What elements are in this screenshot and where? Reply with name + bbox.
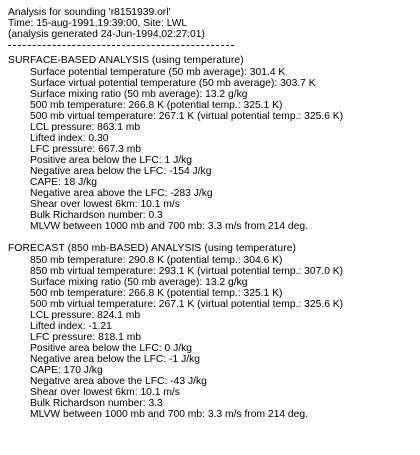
surface-based-line: 500 mb temperature: 266.8 K (potential temp.: 325.1 K) (30, 100, 283, 111)
forecast-line: Negative area above the LFC: -43 J/kg (30, 376, 207, 387)
forecast-line: 500 mb temperature: 266.8 K (potential temp.: 325.1 K) (30, 288, 283, 299)
sounding-title: Analysis for sounding 'r8151939.orl' (8, 7, 171, 18)
forecast-line: LCL pressure: 824.1 mb (30, 310, 141, 321)
surface-based-line: Surface potential temperature (50 mb average): 301.4 K (30, 67, 286, 78)
surface-based-line: Lifted index: 0.30 (30, 133, 109, 144)
forecast-line: MLVW between 1000 mb and 700 mb: 3.3 m/s from 214 deg. (30, 409, 308, 420)
surface-based-line: 500 mb virtual temperature: 267.1 K (virtual potential temp.: 325.6 K) (30, 111, 344, 122)
forecast-line: 850 mb temperature: 290.8 K (potential temp.: 304.6 K) (30, 255, 283, 266)
forecast-line: Positive area below the LFC: 0 J/kg (30, 343, 192, 354)
surface-based-line: Negative area below the LFC: -154 J/kg (30, 166, 212, 177)
forecast-line: 500 mb virtual temperature: 267.1 K (virtual potential temp.: 325.6 K) (30, 299, 344, 310)
surface-based-line: CAPE: 18 J/kg (30, 177, 97, 188)
forecast-line: Lifted index: -1.21 (30, 321, 112, 332)
surface-based-line: Positive area below the LFC: 1 J/kg (30, 155, 192, 166)
forecast-line: Surface mixing ratio (50 mb average): 13.2 g/kg (30, 277, 248, 288)
surface-based-line: Surface virtual potential temperature (50 mb average): 303.7 K (30, 78, 316, 89)
surface-based-line: Negative area above the LFC: -283 J/kg (30, 188, 213, 199)
surface-based-heading: SURFACE-BASED ANALYSIS (using temperature) (8, 55, 244, 66)
surface-based-line: Shear over lowest 6km: 10.1 m/s (30, 199, 180, 210)
forecast-line: 850 mb virtual temperature: 293.1 K (virtual potential temp.: 307.0 K) (30, 266, 344, 277)
analysis-generated: (analysis generated 24-Jun-1994,02:27:01) (8, 29, 205, 40)
surface-based-line: Bulk Richardson number: 0.3 (30, 210, 163, 221)
forecast-line: Bulk Richardson number: 3.3 (30, 398, 163, 409)
forecast-line: LFC pressure: 818.1 mb (30, 332, 142, 343)
forecast-heading: FORECAST (850 mb-BASED) ANALYSIS (using temperature) (8, 243, 297, 254)
surface-based-line: LFC pressure: 667.3 mb (30, 144, 142, 155)
surface-based-line: Surface mixing ratio (50 mb average): 13.2 g/kg (30, 89, 248, 100)
sounding-time-site: Time: 15-aug-1991,19:39:00, Site: LWL (8, 18, 188, 29)
forecast-line: Shear over lowest 6km: 10.1 m/s (30, 387, 180, 398)
header-divider (8, 45, 234, 46)
forecast-line: CAPE: 170 J/kg (30, 365, 103, 376)
surface-based-line: LCL pressure: 863.1 mb (30, 122, 141, 133)
forecast-line: Negative area below the LFC: -1 J/kg (30, 354, 200, 365)
surface-based-line: MLVW between 1000 mb and 700 mb: 3.3 m/s from 214 deg. (30, 221, 308, 232)
